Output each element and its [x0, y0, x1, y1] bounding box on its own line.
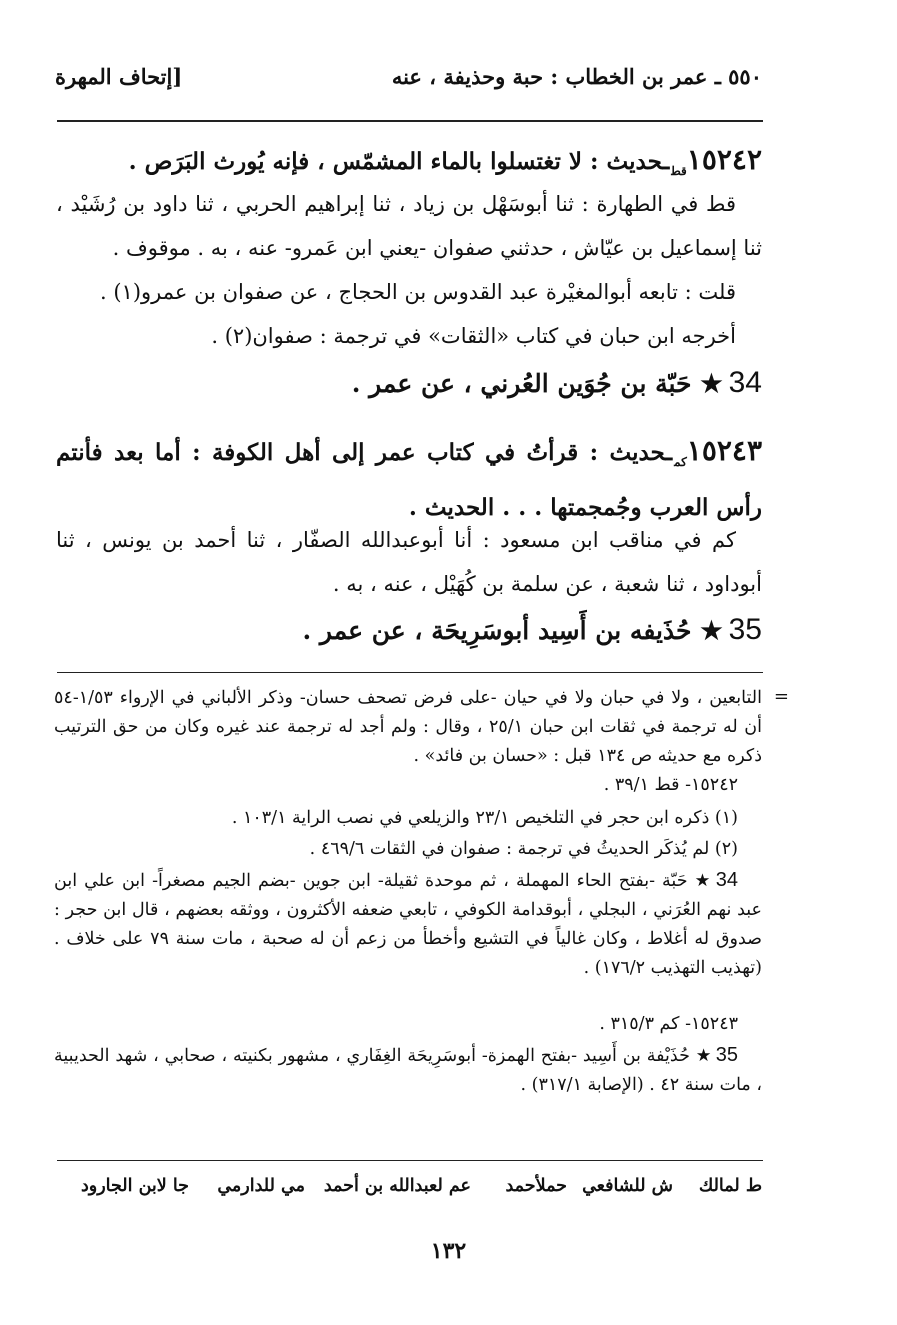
narrator-heading-35: [303, 613, 763, 647]
footnote-1: (١) ذكره ابن حجر في التلخيص ٢٣/١ والزيلعي في نصب الراية ١٠٣/١ .: [231, 808, 738, 828]
abbr-darimi: [217, 1176, 305, 1196]
narrator-bio: ★ حُذَيْفة بن أَسِيد -بفتح الهمزة- أبوسَرِيحَة الغِفَاري ، مشهور بكنيته ، صحابي ، شهد الحديبية ، مات سنة ٤٢ . (الإصابة ٣١٧/١) .: [54, 1046, 762, 1095]
page-number: ١٣٢: [430, 1238, 467, 1264]
footnote-2: (٢) لم يُذكَر الحديثُ في ترجمة : صفوان في الثقات ٤٦٩/٦ .: [309, 839, 738, 859]
footnote-ref-15242: ١٥٢٤٢- قط ٣٩/١ .: [603, 775, 738, 795]
abbr-ahmad: [505, 1176, 567, 1196]
note-paragraph: قلت : تابعه أبوالمغيْرة عبد القدوس بن الحجاج ، عن صفوان بن عمرو(١) .: [99, 280, 736, 304]
narrator-number: 35: [715, 1044, 738, 1066]
abbr-code: عم: [448, 1176, 471, 1196]
footnote-continued: التابعين ، ولا في حبان ولا في حيان -على فرض تصحف حسان- وذكر الألباني في الإرواء ١/٥٣-٥٤ أن له ترجمة في ثقات ابن حبان ٢٥/١ ، وقال : ولم أجد له ترجمة عند غيره وكان من حق الترتيب ذكره مع حديثه ص ١٣٤ قبل : «حسان بن فائد» .: [54, 688, 762, 766]
header-rule: [57, 120, 763, 122]
narrator-text: ★ حَبّة بن جُوَين العُرني ، عن عمر .: [351, 369, 723, 398]
abbr-name: لأحمد: [505, 1176, 547, 1196]
narrator-number: 34: [728, 366, 762, 399]
narrator-number: 35: [728, 613, 762, 646]
abbr-name: لعبدالله بن أحمد: [323, 1176, 443, 1196]
abbr-ibn-jarud: [81, 1176, 189, 1196]
footnote-rule: [57, 672, 763, 673]
running-header-book: [إتحاف المهرة: [55, 64, 183, 89]
abbr-code: حم: [546, 1176, 567, 1196]
running-header-title: ٥٥٠ ـ عمر بن الخطاب : حبة وحذيفة ، عنه: [391, 64, 762, 89]
abbr-name: للدارمي: [217, 1176, 275, 1196]
narrator-heading-34: [352, 366, 762, 400]
narrator-bio: ★ حَبّة -بفتح الحاء المهملة ، ثم موحدة ثقيلة- ابن جوين -بضم الجيم مصغراً- ابن علي ابن عبد نهم العُرَني ، البجلي ، أبوقدامة الكوفي ، تابعي ضعفه الأكثرون ، ووثقه بعضهم ، قال ابن حجر : صدوق له أغلاط ، وكان غالياً في التشيع وأخطأ من زعم أن له صحبة ، مات سنة ٧٩ على خلاف . (تهذيب التهذيب ١٧٦/٢) .: [54, 871, 762, 978]
hadith-15243-title: [56, 428, 762, 531]
footnote-narrator-35: [54, 1041, 762, 1100]
source-code: قط: [671, 164, 687, 178]
narrator-number: 34: [715, 869, 738, 891]
abbr-code: ط: [745, 1176, 762, 1196]
abbr-code: ش: [651, 1176, 673, 1196]
isnad-paragraph: كم في مناقب ابن مسعود : أنا أبوعبدالله الصفّار ، ثنا أحمد بن يونس ، ثنا أبوداود ، ثنا شعبة ، عن سلمة بن كُهَيْل ، عنه ، به .: [56, 528, 762, 596]
narrator-text: ★ حُذَيفه بن أَسِيد أبوسَرِيحَة ، عن عمر .: [302, 616, 723, 645]
abbreviations-rule: [57, 1160, 763, 1161]
abbr-name: لمالك: [698, 1176, 740, 1196]
isnad-paragraph: قط في الطهارة : ثنا أبوسَهْل بن زياد ، ثنا إبراهيم الحربي ، ثنا داود بن رُشَيْد ، ثنا إسماعيل بن عيّاش ، حدثني صفوان -يعني ابن عَمرو- عنه ، به . موقوف .: [56, 192, 762, 260]
footnote-narrator-34: [54, 866, 762, 983]
takhrij-paragraph: أخرجه ابن حبان في كتاب «الثقات» في ترجمة : صفوان(٢) .: [211, 324, 736, 348]
abbr-abdullah: [324, 1176, 471, 1196]
hadith-number: ١٥٢٤٢: [686, 143, 762, 176]
abbr-shafii: [582, 1176, 673, 1196]
footnote-ref-15243: ١٥٢٤٣- كم ٣١٥/٣ .: [599, 1014, 738, 1034]
abbr-code: جا: [172, 1176, 189, 1196]
abbr-code: مي: [281, 1176, 305, 1196]
hadith-text: ـحديث : قرأتُ في كتاب عمر إلى أهل الكوفة : أما بعد فأنتم رأس العرب وجُمجمتها . . . الحديث .: [56, 439, 762, 521]
abbr-malik: [699, 1176, 762, 1196]
abbr-name: للشافعي: [582, 1176, 646, 1196]
abbr-name: لابن الجارود: [80, 1176, 167, 1196]
source-code: كم: [674, 455, 687, 469]
hadith-number: ١٥٢٤٣: [686, 434, 762, 467]
continuation-mark: =: [773, 686, 789, 707]
hadith-text: ـحديث : لا تغتسلوا بالماء المشمّس ، فإنه يُورث البَرَص .: [128, 148, 670, 175]
